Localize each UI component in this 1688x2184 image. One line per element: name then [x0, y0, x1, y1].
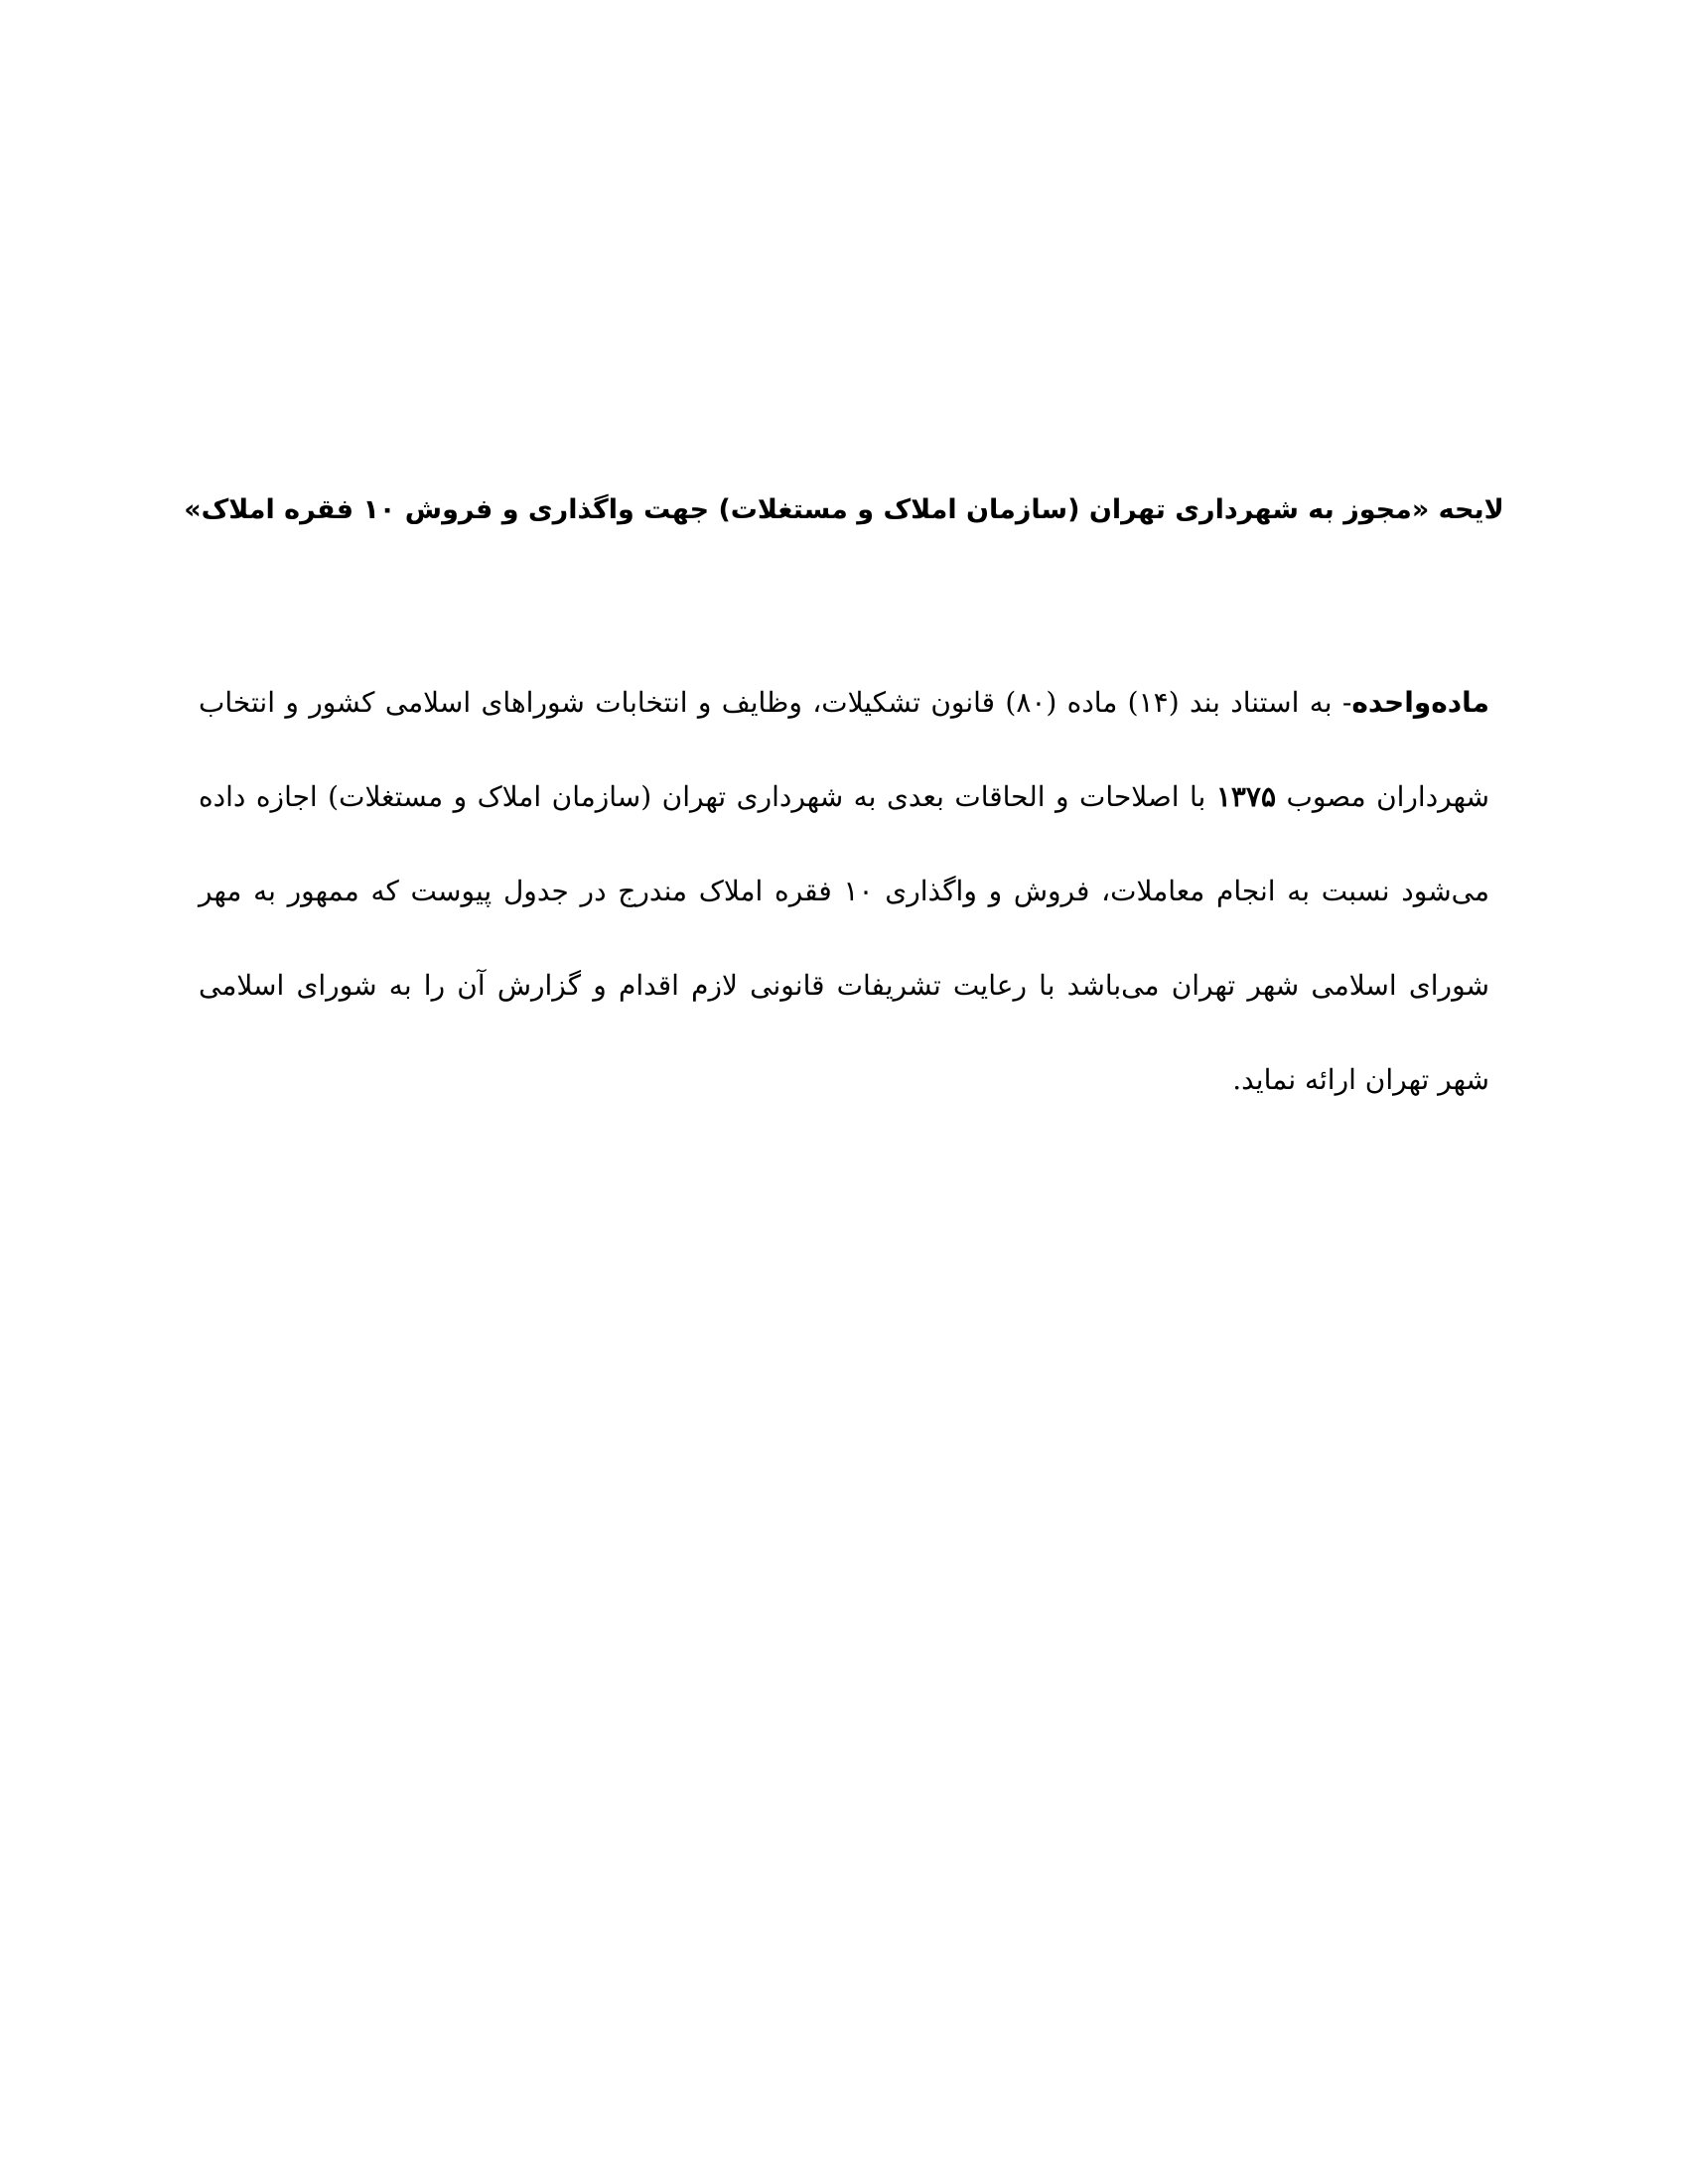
article-text-part2: با اصلاحات و الحاقات بعدی به شهرداری تهران (سازمان املاک و مستغلات) اجازه داده می‌شود نسبت به انجام معاملات، فروش و واگذاری ۱۰ فقره املاک مندرج در جدول پیوست که ممهور به مهر شورای اسلامی شهر تهران می‌باشد با رعایت تشریفات قانونی لازم اقدام و گزارش آن را به شورای اسلامی شهر تهران ارائه نماید.	[199, 780, 1489, 1096]
article-text-part1: به استناد بند (۱۴) ماده (۸۰) قانون تشکیلات، وظایف و انتخابات شوراهای اسلامی کشور و انتخاب شهرداران مصوب	[199, 686, 1489, 813]
article-separator: -	[1332, 686, 1352, 719]
document-title: لایحه «مجوز به شهرداری تهران (سازمان املاک و مستغلات) جهت واگذاری و فروش ۱۰ فقره املاک»	[184, 494, 1504, 525]
article-label: ماده‌واحده	[1351, 686, 1489, 719]
article-paragraph	[199, 655, 1489, 1127]
article-year: ۱۳۷۵	[1215, 780, 1276, 813]
